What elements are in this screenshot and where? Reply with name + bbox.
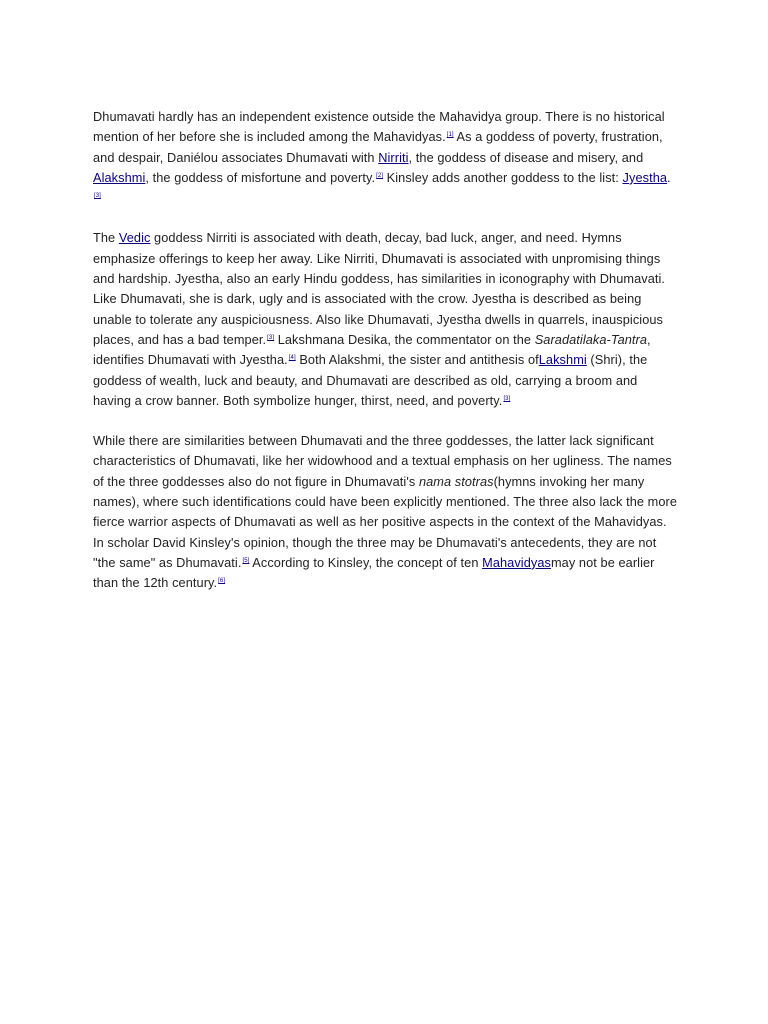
citation-ref[interactable]: [3] xyxy=(94,193,101,200)
italic-title: Saradatilaka-Tantra xyxy=(534,331,648,347)
paragraph xyxy=(93,107,678,208)
text-run: , the goddess of misfortune and poverty. xyxy=(145,169,376,185)
citation-ref[interactable]: [3] xyxy=(503,395,511,402)
text-run: Kinsley adds another goddess to the list: xyxy=(383,169,623,185)
citation-ref[interactable]: [1] xyxy=(446,132,454,139)
wiki-link[interactable]: Jyestha xyxy=(622,169,668,185)
paragraph xyxy=(93,431,678,593)
citation-ref[interactable]: [6] xyxy=(218,578,226,585)
citation-ref[interactable]: [5] xyxy=(242,557,250,564)
wiki-link[interactable]: Mahavidyas xyxy=(482,554,551,570)
italic-title: nama stotras xyxy=(418,473,494,489)
citation-ref[interactable]: [2] xyxy=(376,172,384,179)
article-body xyxy=(93,107,678,614)
citation-ref[interactable]: [3] xyxy=(267,334,275,341)
text-run: Dhumavati hardly has an independent existence outside the Mahavidya group. There is no historical mention of her before she is included among the Mahavidyas. xyxy=(93,109,665,145)
text-run: (hymns invoking her many names), where such identifications could have been explicitly mentioned. The three also lack the more fierce warrior aspects of Dhumavati as well as her positive aspects in the context of the Mahavidyas. In scholar David Kinsley's opinion, though the three may be Dhumavati's antecedents, they are not "the same" as Dhumavati. xyxy=(93,473,678,570)
text-run: As a goddess of poverty, frustration, and despair, Daniélou associates Dhumavati with xyxy=(93,129,663,165)
citation-ref[interactable]: [4] xyxy=(288,355,296,362)
text-run: , the goddess of disease and misery, and xyxy=(408,149,644,165)
text-run: (Shri), the goddess of wealth, luck and beauty, and Dhumavati are described as old, carrying a broom and having a crow banner. Both symbolize hunger, thirst, need, and poverty. xyxy=(93,352,648,408)
wiki-link[interactable]: Vedic xyxy=(118,230,151,246)
text-run: Lakshmana Desika, the commentator on the xyxy=(274,331,535,347)
wiki-link[interactable]: Nirriti xyxy=(378,149,409,165)
text-run: According to Kinsley, the concept of ten xyxy=(249,554,483,570)
paragraph xyxy=(93,228,678,411)
wiki-link[interactable]: Alakshmi xyxy=(93,169,146,185)
text-run: . xyxy=(667,169,671,185)
text-run: , identifies Dhumavati with Jyestha. xyxy=(93,331,651,368)
text-run: may not be earlier than the 12th century. xyxy=(93,554,655,591)
text-run: While there are similarities between Dhumavati and the three goddesses, the latter lack significant characteristics of Dhumavati, like her widowhood and a textual emphasis on her ugliness. The names of the three goddesses also do not figure in Dhumavati's xyxy=(93,433,672,489)
wiki-link[interactable]: Lakshmi xyxy=(538,352,587,368)
text-run: The xyxy=(93,230,119,246)
text-run: Both Alakshmi, the sister and antithesis of xyxy=(295,352,539,368)
text-run: goddess Nirriti is associated with death, decay, bad luck, anger, and need. Hymns emphasize offerings to keep her away. Like Nirriti, Dhumavati is associated with unpromising things and hardship. Jyestha, also an early Hindu goddess, has similarities in iconography with Dhumavati. Like Dhumavati, she is dark, ugly and is associated with the crow. Jyestha is described as being unable to tolerate any auspiciousness. Also like Dhumavati, Jyestha dwells in quarrels, inauspicious places, and has a bad temper. xyxy=(93,230,666,347)
